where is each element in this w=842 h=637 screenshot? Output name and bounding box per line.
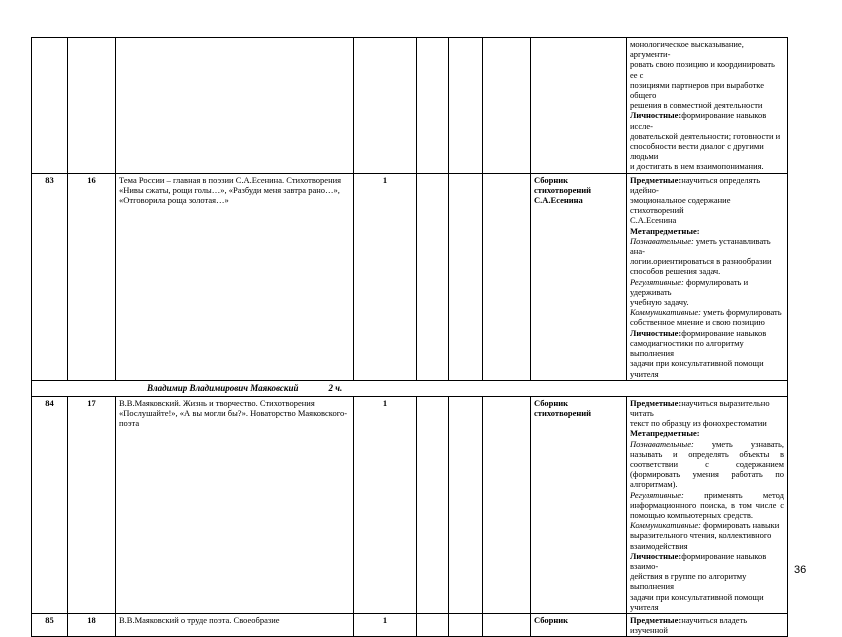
lesson-hours: 1	[354, 173, 417, 380]
lesson-sub-number	[68, 38, 116, 174]
outcome-line	[630, 59, 784, 79]
lesson-topic: Тема России – главная в поэзии С.А.Есенина. Стихотворения «Нивы сжаты, рощи голы…», «Разбуди меня завтра рано…», «Отговорила роща золотая…»	[116, 173, 354, 380]
outcome-label: Регулятивные:	[630, 489, 684, 500]
outcome-label: Предметные:	[630, 614, 682, 625]
outcome-line	[630, 226, 784, 236]
section-row	[32, 380, 788, 396]
lesson-hours: 1	[354, 613, 417, 636]
outcome-line	[630, 141, 784, 161]
outcome-line	[630, 100, 784, 110]
outcome-text: формирование навыков иссле-	[630, 110, 767, 131]
outcome-text: формулировать и удерживать	[630, 276, 749, 297]
outcome-text: действия в группе по алгоритму выполнения	[630, 571, 747, 592]
outcome-text: формировать навыки выразительного чтения, коллективного взаимодействия	[630, 520, 780, 551]
outcome-label: Личностные:	[630, 327, 682, 338]
outcome-line	[630, 80, 784, 100]
lesson-outcomes	[627, 613, 788, 636]
lesson-plan-table	[31, 37, 788, 637]
lesson-outcomes	[627, 396, 788, 613]
empty-cell	[483, 396, 531, 613]
outcome-line	[630, 317, 784, 327]
outcome-line	[630, 615, 784, 635]
outcome-line	[630, 236, 784, 256]
section-author: Владимир Владимирович Маяковский	[147, 383, 299, 394]
empty-cell	[449, 613, 483, 636]
outcome-line	[630, 256, 784, 266]
outcome-line	[630, 215, 784, 225]
outcome-line	[630, 551, 784, 571]
outcome-line	[630, 175, 784, 195]
outcome-text: задачи при консультативной помощи учителя	[630, 591, 764, 612]
outcome-text: довательской деятельности; готовности и	[630, 130, 781, 141]
outcome-text: и достигать в нем взаимопонимания.	[630, 161, 764, 172]
outcome-line	[630, 520, 784, 551]
outcome-line	[630, 571, 784, 591]
lesson-sub-number: 17	[68, 396, 116, 613]
empty-cell	[449, 173, 483, 380]
empty-cell	[417, 613, 449, 636]
outcome-line	[630, 418, 784, 428]
outcome-text: собственное мнение и свою позицию	[630, 317, 765, 328]
outcome-line	[630, 490, 784, 521]
outcome-label: Познавательные:	[630, 438, 694, 449]
lesson-sub-number: 16	[68, 173, 116, 380]
outcome-line	[630, 358, 784, 378]
outcome-line	[630, 266, 784, 276]
empty-cell	[449, 396, 483, 613]
table-row	[32, 38, 788, 174]
outcome-line	[630, 195, 784, 215]
outcome-label: Предметные:	[630, 174, 682, 185]
lesson-topic	[116, 38, 354, 174]
outcome-line	[630, 110, 784, 130]
table-row	[32, 396, 788, 613]
outcome-text: решения в совместной деятельности	[630, 100, 763, 111]
empty-cell	[483, 38, 531, 174]
outcome-label: Коммуникативные:	[630, 307, 702, 318]
outcome-line	[630, 439, 784, 490]
table-row	[32, 173, 788, 380]
lesson-number: 83	[32, 173, 68, 380]
outcome-text: логии.ориентироваться в разнообразии	[630, 256, 772, 267]
lesson-resources: Сборник стихотворений	[531, 396, 627, 613]
outcome-text: уметь формулировать	[701, 307, 782, 318]
lesson-topic: В.В.Маяковский. Жизнь и творчество. Стихотворения «Послушайте!», «А вы могли бы?». Новаторство Маяковского-поэта	[116, 396, 354, 613]
outcome-text: формирование навыков взаимо-	[630, 550, 767, 571]
lesson-resources: Сборник	[531, 613, 627, 636]
outcome-line	[630, 277, 784, 297]
outcome-line	[630, 39, 784, 59]
outcome-text: задачи при консультативной помощи учителя	[630, 358, 764, 379]
section-heading	[32, 380, 788, 396]
outcome-label: Личностные:	[630, 550, 682, 561]
lesson-number: 84	[32, 396, 68, 613]
outcome-line	[630, 307, 784, 317]
outcome-text: уметь устанавливать ана-	[630, 235, 771, 257]
outcome-text: самодиагностики по алгоритму выполнения	[630, 337, 744, 359]
outcome-line	[630, 398, 784, 418]
lesson-hours: 1	[354, 396, 417, 613]
outcome-label: Метапредметные:	[630, 225, 700, 236]
outcome-text: текст по образцу из фонохрестоматии	[630, 418, 767, 429]
outcome-text: учебную задачу.	[630, 297, 689, 308]
lesson-sub-number: 18	[68, 613, 116, 636]
outcome-line	[630, 297, 784, 307]
lesson-outcomes	[627, 38, 788, 174]
outcome-label: Личностные:	[630, 110, 682, 121]
lesson-resources	[531, 38, 627, 174]
section-hours: 2 ч.	[328, 383, 343, 394]
outcome-text: научиться владеть изученной	[630, 614, 748, 636]
empty-cell	[483, 613, 531, 636]
outcome-text: формирование навыков	[681, 327, 767, 338]
outcome-line	[630, 131, 784, 141]
lesson-outcomes	[627, 173, 788, 380]
outcome-text: способов решения задач.	[630, 266, 721, 277]
outcome-text: применять метод информационного поиска, в том числе с помощью компьютерных средств.	[630, 489, 784, 520]
outcome-line	[630, 428, 784, 438]
lesson-hours	[354, 38, 417, 174]
lesson-topic: В.В.Маяковский о труде поэта. Своеобразие	[116, 613, 354, 636]
outcome-line	[630, 338, 784, 358]
outcome-text: научиться определять идейно-	[630, 174, 761, 195]
outcome-label: Предметные:	[630, 397, 682, 408]
outcome-text: научиться выразительно читать	[630, 397, 770, 418]
outcome-text: монологическое высказывание, аргументи-	[630, 39, 744, 60]
lesson-number: 85	[32, 613, 68, 636]
lesson-resources: Сборник стихотворений С.А.Есенина	[531, 173, 627, 380]
outcome-label: Метапредметные:	[630, 428, 700, 439]
lesson-number	[32, 38, 68, 174]
outcome-text: ровать свою позицию и координировать ее с	[630, 59, 775, 80]
empty-cell	[483, 173, 531, 380]
outcome-text: способности вести диалог с другими людьми	[630, 141, 764, 162]
page-number: 36	[794, 564, 807, 576]
empty-cell	[417, 173, 449, 380]
outcome-label: Коммуникативные:	[630, 520, 702, 531]
outcome-line	[630, 161, 784, 171]
outcome-text: уметь узнавать, называть и определять объекты в соответствии с содержанием (формировать умения работать по алгоритмам).	[630, 438, 784, 490]
table-row	[32, 613, 788, 636]
outcome-label: Регулятивные:	[630, 276, 684, 287]
empty-cell	[417, 396, 449, 613]
outcome-text: эмоциональное содержание стихотворений	[630, 195, 731, 216]
empty-cell	[417, 38, 449, 174]
outcome-text: С.А.Есенина	[630, 215, 677, 226]
outcome-line	[630, 328, 784, 338]
outcome-text: позициями партнеров при выработке общего	[630, 79, 764, 101]
empty-cell	[449, 38, 483, 174]
outcome-label: Познавательные:	[630, 235, 694, 246]
